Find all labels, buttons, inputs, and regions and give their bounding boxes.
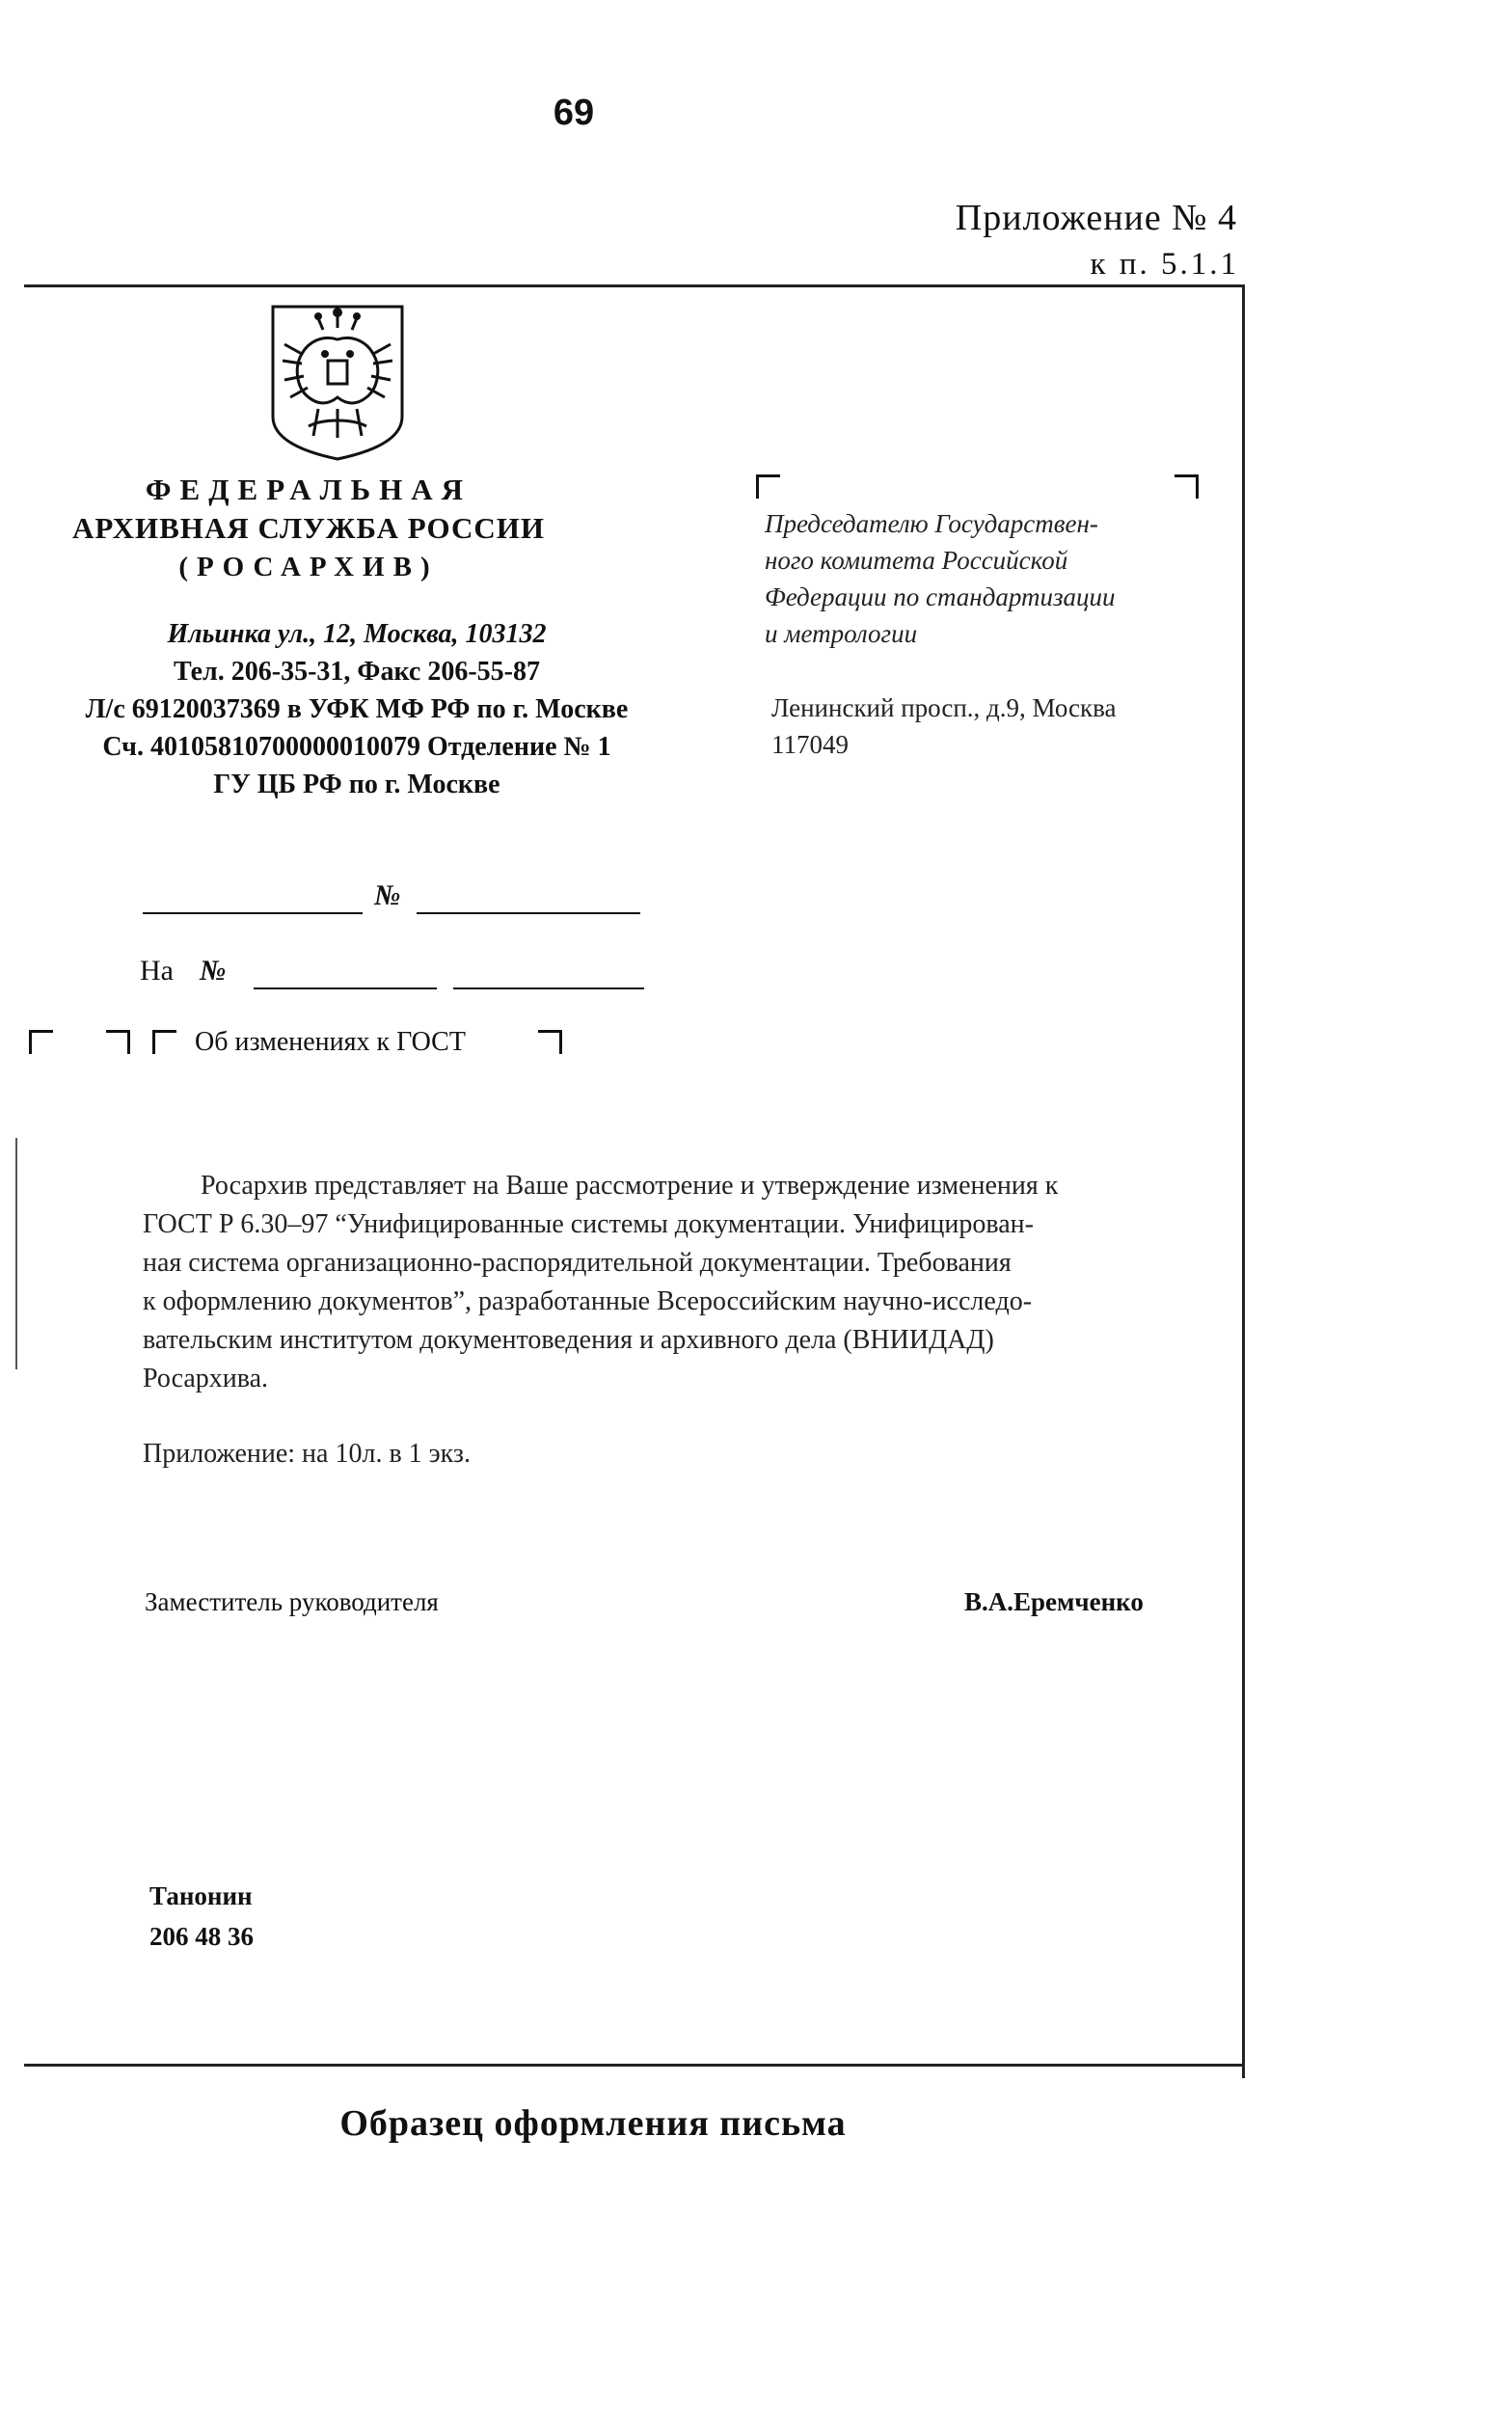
sender-details <box>0 615 714 803</box>
body-line: вательским институтом документоведения и архивного дела (ВНИИДАД) <box>143 1325 994 1355</box>
body-line: к оформлению документов”, разработанные Всероссийским научно-исследо- <box>143 1286 1033 1316</box>
figure-caption: Образец оформления письма <box>339 2103 847 2144</box>
addressee-line-1: Председателю Государствен- <box>765 509 1098 538</box>
reply-number-blank <box>254 987 437 989</box>
addressee-corner-right <box>1174 474 1199 499</box>
subject-corner-right <box>538 1030 562 1054</box>
org-line-3: (РОСАРХИВ) <box>178 552 439 582</box>
addressee-address-line-2: 117049 <box>771 730 849 759</box>
subject-text: Об изменениях к ГОСТ <box>195 1027 466 1057</box>
addressee-corner-left <box>756 474 780 499</box>
frame-right-border <box>1242 284 1245 2078</box>
body-line: Росархива. <box>143 1364 269 1393</box>
date-corner-left <box>29 1030 53 1054</box>
body-line: ная система организационно-распорядительной документации. Требования <box>143 1248 1012 1278</box>
reply-number-sign: № <box>200 955 227 987</box>
number-sign: № <box>374 879 401 911</box>
frame-top-border <box>24 284 1243 287</box>
page-number: 69 <box>553 93 595 133</box>
organization-name <box>58 471 559 586</box>
executor-name: Танонин <box>149 1881 253 1910</box>
reply-reference-line <box>140 955 651 993</box>
executor-phone: 206 48 36 <box>149 1922 254 1951</box>
sender-address: Ильинка ул., 12, Москва, 103132 <box>167 619 547 649</box>
frame-left-border <box>15 1138 17 1369</box>
sender-bank: ГУ ЦБ РФ по г. Москве <box>213 770 500 799</box>
number-blank <box>417 912 640 914</box>
executor <box>149 1876 254 1957</box>
addressee <box>765 505 1208 652</box>
date-corner-right <box>106 1030 130 1054</box>
org-line-1: ФЕДЕРАЛЬНАЯ <box>145 473 472 506</box>
addressee-line-2: ного комитета Российской <box>765 546 1068 575</box>
sender-phone-fax: Тел. 206-35-31, Факс 206-55-87 <box>174 657 540 687</box>
sender-bank-account: Сч. 40105810700000010079 Отделение № 1 <box>102 732 611 762</box>
body-line: ГОСТ Р 6.30–97 “Унифицированные системы документации. Унифицирован- <box>143 1209 1034 1239</box>
signer-name: В.А.Еремченко <box>964 1587 1144 1616</box>
signer-position: Заместитель руководителя <box>145 1587 439 1616</box>
frame-bottom-border <box>24 2064 1245 2067</box>
addressee-line-4: и метрологии <box>765 619 918 648</box>
letter-body <box>143 1167 1232 1398</box>
addressee-line-3: Федерации по стандартизации <box>765 582 1116 611</box>
subject-corner-left <box>152 1030 176 1054</box>
appendix-reference: к п. 5.1.1 <box>1090 247 1239 282</box>
reply-date-blank <box>453 987 644 989</box>
body-line: Росархив представляет на Ваше рассмотрение и утверждение изменения к <box>201 1171 1059 1201</box>
outgoing-number-line <box>143 879 654 918</box>
reply-to-label: На <box>140 955 174 987</box>
attachment-note: Приложение: на 10л. в 1 экз. <box>143 1439 471 1469</box>
subject-line <box>29 1022 608 1070</box>
org-line-2: АРХИВНАЯ СЛУЖБА РОССИИ <box>71 511 546 545</box>
date-blank <box>143 912 363 914</box>
sender-account: Л/с 69120037369 в УФК МФ РФ по г. Москве <box>85 694 629 724</box>
appendix-title: Приложение № 4 <box>955 198 1237 238</box>
addressee-address-line-1: Ленинский просп., д.9, Москва <box>771 693 1117 722</box>
addressee-address <box>771 690 1234 763</box>
coat-of-arms-icon <box>265 301 410 465</box>
